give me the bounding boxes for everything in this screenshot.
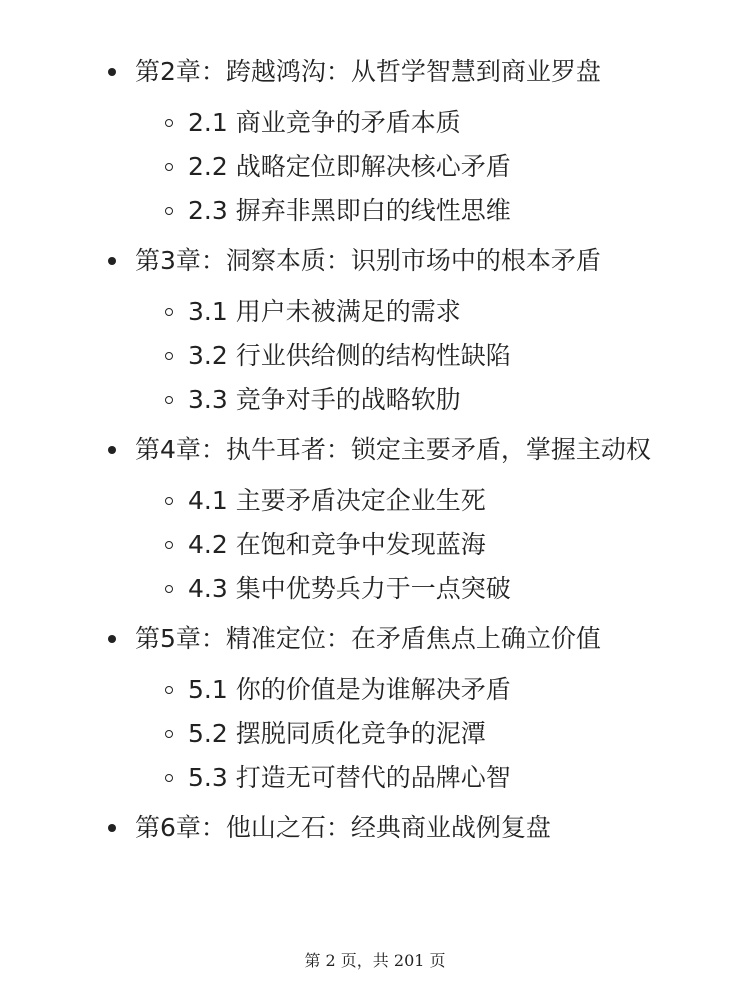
section-list [135,290,668,422]
bullet-dot-icon [108,446,116,454]
page-number-footer: 第 2 页，共 201 页 [304,951,446,970]
section-list [135,101,668,233]
bullet-circle-icon [165,541,173,549]
bullet-dot-icon [108,257,116,265]
bullet-dot-icon [108,68,116,76]
section-item [135,567,668,611]
section-item [135,145,668,189]
bullet-circle-icon [165,119,173,127]
section-item [135,712,668,756]
chapter-title: 第6章：他山之石：经典商业战例复盘 [135,813,551,842]
bullet-circle-icon [165,308,173,316]
bullet-circle-icon [165,730,173,738]
bullet-circle-icon [165,207,173,215]
section-item [135,101,668,145]
chapter-title: 第3章：洞察本质：识别市场中的根本矛盾 [135,246,601,275]
bullet-circle-icon [165,686,173,694]
section-title: 4.3 集中优势兵力于一点突破 [188,574,511,603]
section-item [135,523,668,567]
bullet-circle-icon [165,163,173,171]
bullet-circle-icon [165,497,173,505]
section-title: 3.1 用户未被满足的需求 [188,297,461,326]
section-item [135,290,668,334]
bullet-dot-icon [108,635,116,643]
table-of-contents [108,48,668,852]
chapter-title: 第5章：精准定位：在矛盾焦点上确立价值 [135,624,601,653]
section-title: 2.3 摒弃非黑即白的线性思维 [188,196,511,225]
section-item [135,756,668,800]
chapter-title: 第2章：跨越鸿沟：从哲学智慧到商业罗盘 [135,57,601,86]
chapter-item [108,426,668,611]
section-item [135,334,668,378]
bullet-circle-icon [165,396,173,404]
section-item [135,189,668,233]
section-item [135,479,668,523]
chapter-item [108,804,668,852]
section-title: 4.2 在饱和竞争中发现蓝海 [188,530,486,559]
chapter-item [108,237,668,422]
bullet-circle-icon [165,774,173,782]
section-title: 3.3 竞争对手的战略软肋 [188,385,461,414]
section-item [135,668,668,712]
section-title: 2.1 商业竞争的矛盾本质 [188,108,461,137]
section-title: 3.2 行业供给侧的结构性缺陷 [188,341,511,370]
section-list [135,479,668,611]
bullet-dot-icon [108,824,116,832]
section-list [135,668,668,800]
section-title: 5.3 打造无可替代的品牌心智 [188,763,511,792]
chapter-item [108,615,668,800]
chapter-title: 第4章：执牛耳者：锁定主要矛盾，掌握主动权 [135,435,651,464]
section-title: 5.2 摆脱同质化竞争的泥潭 [188,719,486,748]
section-title: 4.1 主要矛盾决定企业生死 [188,486,486,515]
bullet-circle-icon [165,352,173,360]
section-title: 5.1 你的价值是为谁解决矛盾 [188,675,511,704]
section-title: 2.2 战略定位即解决核心矛盾 [188,152,511,181]
chapter-item [108,48,668,233]
section-item [135,378,668,422]
bullet-circle-icon [165,585,173,593]
